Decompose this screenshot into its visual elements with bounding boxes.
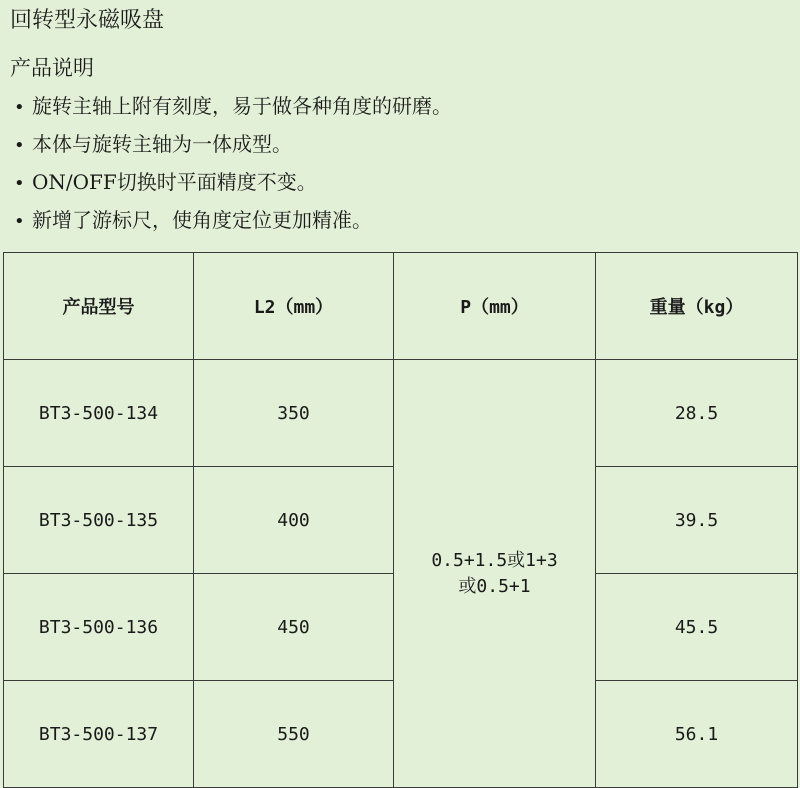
p-value-line1: 0.5+1.5或1+3 (431, 549, 558, 571)
bullet-icon: • (14, 173, 25, 194)
cell-weight: 45.5 (596, 574, 798, 681)
cell-l2: 400 (194, 467, 394, 574)
feature-text: 本体与旋转主轴为一体成型。 (32, 132, 292, 156)
feature-item (14, 168, 452, 196)
spec-table (3, 252, 798, 788)
bullet-icon: • (14, 211, 25, 232)
p-value-line2: 或0.5+1 (458, 575, 531, 597)
cell-model: BT3-500-134 (4, 360, 194, 467)
header-weight: 重量（kg） (596, 253, 798, 360)
cell-weight: 56.1 (596, 681, 798, 788)
table-header-row (4, 253, 798, 360)
cell-l2: 550 (194, 681, 394, 788)
cell-model: BT3-500-135 (4, 467, 194, 574)
bullet-icon: • (14, 135, 25, 156)
header-l2: L2（mm） (194, 253, 394, 360)
feature-item (14, 92, 452, 120)
section-subtitle: 产品说明 (10, 56, 94, 80)
cell-p-merged (394, 360, 596, 788)
table-row (4, 360, 798, 467)
bullet-icon: • (14, 97, 25, 118)
page-title: 回转型永磁吸盘 (10, 8, 165, 33)
cell-model: BT3-500-137 (4, 681, 194, 788)
cell-model: BT3-500-136 (4, 574, 194, 681)
feature-text: 新增了游标尺，使角度定位更加精准。 (32, 208, 372, 232)
feature-text: 旋转主轴上附有刻度，易于做各种角度的研磨。 (32, 94, 452, 118)
header-p: P（mm） (394, 253, 596, 360)
feature-text: ON/OFF切换时平面精度不变。 (32, 170, 317, 194)
cell-weight: 39.5 (596, 467, 798, 574)
cell-weight: 28.5 (596, 360, 798, 467)
feature-list (14, 92, 452, 244)
feature-item (14, 130, 452, 158)
cell-l2: 450 (194, 574, 394, 681)
header-model: 产品型号 (4, 253, 194, 360)
feature-item (14, 206, 452, 234)
cell-l2: 350 (194, 360, 394, 467)
